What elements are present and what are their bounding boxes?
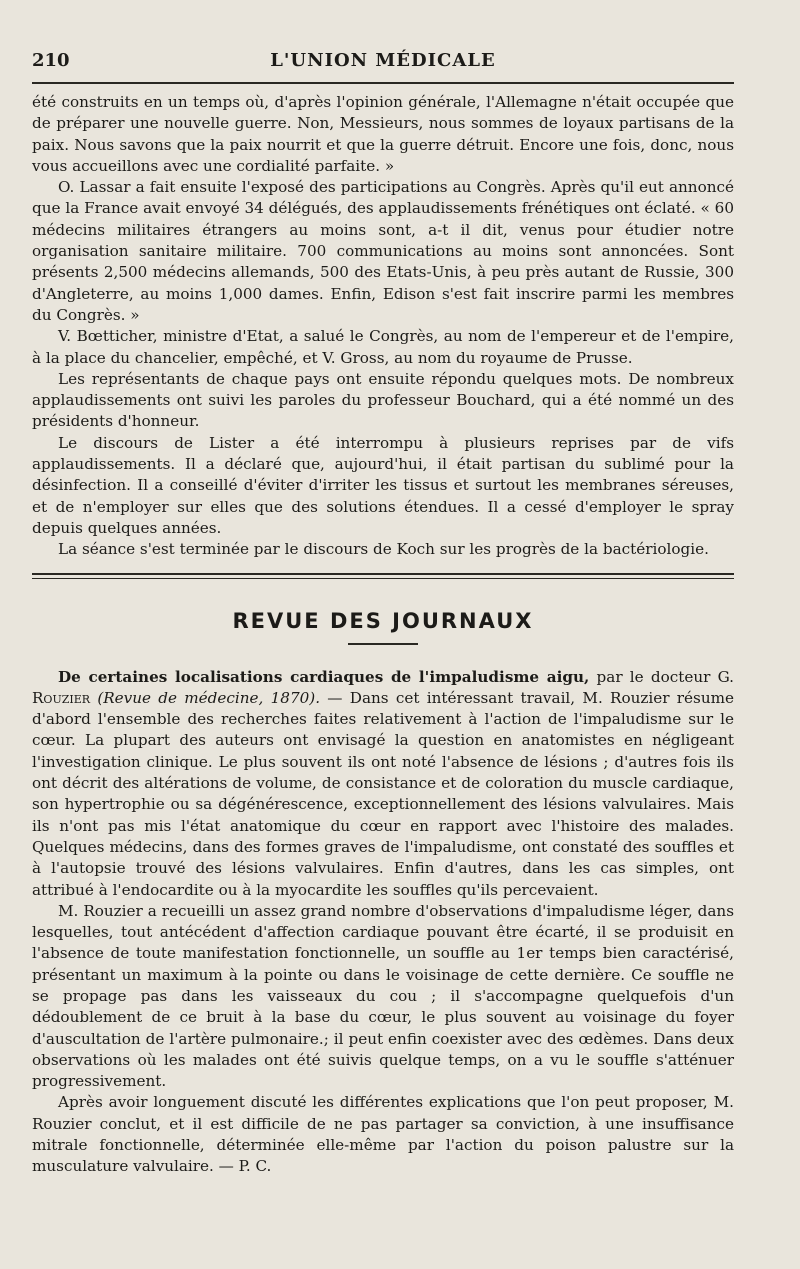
paragraph: Le discours de Lister a été interrompu à plusieurs reprises par de vifs applaudissements. Il a déclaré que, aujourd'hui, il était partisan du sublimé pour la désinfection. Il a conseillé d'éviter d'irriter les tissus et surtout les membranes séreuses, et de n'employer sur elles que des solutions étendues. Il a cessé d'employer le spray depuis quelques années.: [32, 433, 734, 537]
paragraph: Les représentants de chaque pays ont ensuite répondu quelques mots. De nombreux applaudissements ont suivi les paroles du professeur Bouchard, qui a été nommé un des présidents d'honneur.: [32, 369, 734, 431]
header-rule: [32, 82, 734, 84]
journal-title: L'UNION MÉDICALE: [270, 50, 496, 71]
paragraph: La séance s'est terminée par le discours de Koch sur les progrès de la bactériologie.: [58, 540, 709, 559]
article-source: (Revue de médecine, 1870).: [97, 688, 321, 707]
byline-prefix: par le docteur: [589, 667, 718, 686]
page-number: 210: [32, 50, 70, 71]
article-title: De certaines localisations cardiaques de l'impaludisme aigu,: [58, 667, 590, 686]
paragraph: Après avoir longuement discuté les différentes explications que l'on peut proposer, M. Rouzier conclut, et il est difficile de ne pas partager sa conviction, à une insuffisance mitrale fonctionnelle, déterminée elle-même par l'action du poison palustre sur la musculature valvulaire. — P. C.: [32, 1093, 734, 1176]
running-header: [32, 50, 734, 76]
article-intro: — Dans cet intéressant travail, M. Rouzier résume d'abord l'ensemble des recherches faites relativement à l'action de l'impaludisme sur le cœur. La plupart des auteurs ont envisagé la question en anatomistes en négligeant l'investigation clinique. Le plus souvent ils ont noté l'absence de lésions ; d'autres fois ils ont décrit des altérations de volume, de consistance et de coloration du muscle cardiaque, son hypertrophie ou sa dégénérescence, exceptionnellement des lésions valvulaires. Mais ils n'ont pas mis l'état anatomique du cœur en rapport avec l'histoire des malades. Quelques médecins, dans des formes graves de l'impaludisme, ont constaté des souffles et à l'autopsie trouvé des lésions valvulaires. Enfin d'autres, dans les cas simples, ont attribué à l'endocardite ou à la myocardite les souffles qu'ils percevaient.: [32, 688, 735, 899]
paragraph: M. Rouzier a recueilli un assez grand nombre d'observations d'impaludisme léger, dans lesquelles, tout antécédent d'affection cardiaque pouvant être écarté, il se produisit en l'absence de toute manifestation fonctionnelle, un souffle au 1er temps bien caractérisé, présentant un maximum à la pointe ou dans le voisinage de cette dernière. Ce souffle ne se propage pas dans les vaisseaux du cou ; il s'accompagne quelquefois d'un dédoublement de ce bruit à la base du cœur, le plus souvent au voisinage du foyer d'auscultation de l'artère pulmonaire.; il peut enfin coexister avec des œdèmes. Dans deux observations où les malades ont été suivis quelque temps, on a vu le souffle s'atténuer progressivement.: [32, 901, 734, 1091]
section-title: REVUE DES JOURNAUX: [232, 608, 534, 633]
paragraph: été construits en un temps où, d'après l'opinion générale, l'Allemagne n'était occupée que de préparer une nouvelle guerre. Non, Messieurs, nous sommes de loyaux partisans de la paix. Nous savons que la paix nourrit et que la guerre détruit. Encore une fois, donc, nous vous accueillons avec une cordialité parfaite. »: [32, 93, 734, 175]
section-divider: [32, 573, 734, 579]
article-author: G. Rouzier: [32, 667, 735, 707]
paragraph: V. Bœtticher, ministre d'Etat, a salué le Congrès, au nom de l'empereur et de l'empire, à la place du chancelier, empêché, et V. Gross, au nom du royaume de Prusse.: [32, 327, 734, 367]
article-lead: [32, 667, 734, 901]
title-underline: [348, 643, 418, 645]
paragraph: O. Lassar a fait ensuite l'exposé des participations au Congrès. Après qu'il eut annoncé que la France avait envoyé 34 délégués, des applaudissements frénétiques ont éclaté. « 60 médecins militaires étrangers au moins sont, a-t il dit, venus pour étudier notre organisation sanitaire militaire. 700 communications au moins sont annoncées. Sont présents 2,500 médecins allemands, 500 des Etats-Unis, à peu près autant de Russie, 300 d'Angleterre, au moins 1,000 dames. Enfin, Edison s'est fait inscrire parmi les membres du Congrès. »: [32, 178, 734, 324]
